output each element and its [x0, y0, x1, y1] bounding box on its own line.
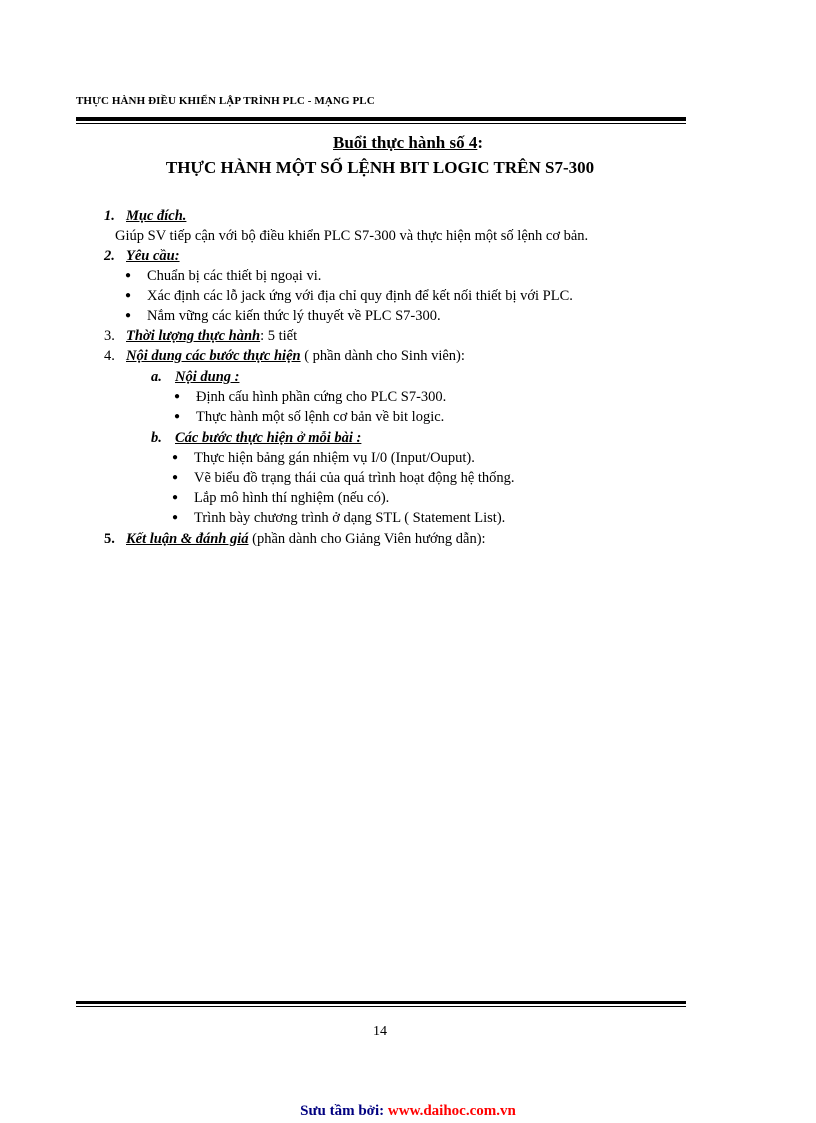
header-rule-thin [76, 123, 686, 124]
source-footer [0, 1103, 816, 1120]
bullet-icon: ● [174, 391, 181, 402]
list-item: ● Trình bày chương trình ở dạng STL ( Statement List). [172, 510, 506, 526]
session-title: Buổi thực hành số 4: [332, 133, 484, 152]
list-item: ● Thực hiện bảng gán nhiệm vụ I/0 (Input/Ouput). [172, 450, 475, 466]
bullet-icon: ● [172, 492, 179, 503]
section-4a-heading: a. Nội dung : [151, 369, 240, 385]
section-2-heading: 2. Yêu cầu: [104, 248, 180, 264]
section-5-heading: 5. Kết luận & đánh giá (phần dành cho Giảng Viên hướng dẫn): [104, 531, 486, 547]
page-number: 14 [373, 1024, 387, 1039]
section-1-heading: 1. Mục đích. [104, 208, 187, 224]
list-item: ● Nắm vững các kiến thức lý thuyết về PLC S7-300. [125, 308, 441, 324]
section-4b-heading: b. Các bước thực hiện ở mỗi bài : [151, 430, 362, 446]
bullet-icon: ● [125, 270, 132, 281]
bullet-icon: ● [172, 452, 179, 463]
footer-link[interactable]: www.daihoc.com.vn [387, 1103, 516, 1119]
footer-rule-thick [76, 1001, 686, 1004]
section-4-heading: 4. Nội dung các bước thực hiện ( phần dành cho Sinh viên): [104, 348, 465, 364]
bullet-icon: ● [172, 472, 179, 483]
list-item: ● Thực hành một số lệnh cơ bản về bit logic. [174, 409, 445, 425]
footer-rule-thin [76, 1006, 686, 1007]
bullet-icon: ● [174, 411, 181, 422]
bullet-icon: ● [172, 512, 179, 523]
section-3-heading: 3. Thời lượng thực hành: 5 tiết [104, 328, 298, 344]
main-title: THỰC HÀNH MỘT SỐ LỆNH BIT LOGIC TRÊN S7-300 [165, 158, 595, 177]
header-rule-thick [76, 117, 686, 121]
bullet-icon: ● [125, 290, 132, 301]
list-item: ● Chuẩn bị các thiết bị ngoại vi. [125, 268, 322, 284]
footer-label: Sưu tầm bởi: [300, 1103, 388, 1119]
list-item: ● Lắp mô hình thí nghiệm (nếu có). [172, 490, 390, 506]
bullet-icon: ● [125, 310, 132, 321]
list-item: ● Định cấu hình phần cứng cho PLC S7-300. [174, 389, 447, 405]
section-1-body: Giúp SV tiếp cận với bộ điều khiển PLC S7-300 và thực hiện một số lệnh cơ bản. [115, 228, 589, 244]
list-item: ● Xác định các lỗ jack ứng với địa chỉ quy định để kết nối thiết bị với PLC. [125, 288, 573, 304]
list-item: ● Vẽ biểu đồ trạng thái của quá trình hoạt động hệ thống. [172, 470, 515, 486]
running-header: THỰC HÀNH ĐIỀU KHIỂN LẬP TRÌNH PLC - MẠNG PLC [76, 95, 375, 107]
